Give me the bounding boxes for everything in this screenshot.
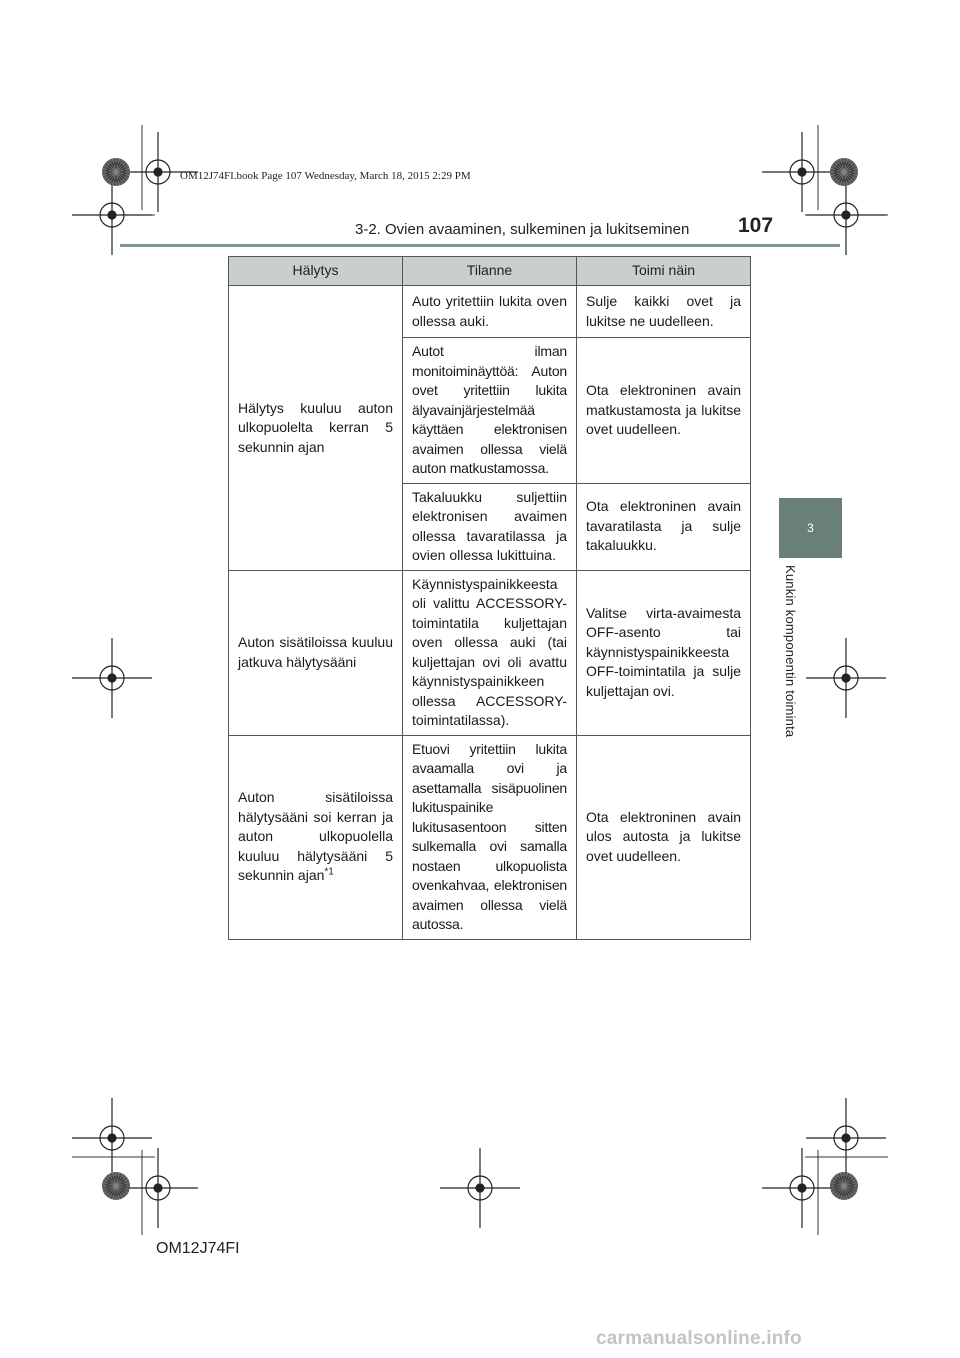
alarm-text: Auton sisätiloissa hälytysääni soi kerran ja auton ulkopuolella kuuluu hälytysääni 5 sekunnin ajan: [238, 789, 393, 884]
table-row: [229, 570, 751, 735]
situation-cell: [403, 338, 577, 484]
manual-code: OM12J74FI: [156, 1240, 240, 1257]
table-header-row: [229, 257, 751, 286]
action-text: Ota elektroninen avain tavaratilasta ja sulje takaluukku.: [586, 498, 741, 554]
footnote-marker: *1: [324, 866, 334, 878]
situation-cell: [403, 286, 577, 338]
chapter-title: Kunkin komponentin toiminta: [783, 565, 798, 738]
alarm-table: [228, 256, 751, 940]
chapter-number: 3: [807, 521, 814, 535]
website-watermark: carmanualsonline.info: [596, 1328, 802, 1349]
alarm-cell: [229, 570, 403, 735]
column-header-situation: Tilanne: [403, 257, 577, 286]
action-cell: [577, 286, 751, 338]
action-text: Sulje kaikki ovet ja lukitse ne uudelleen.: [586, 293, 741, 329]
section-title: 3-2. Ovien avaaminen, sulkeminen ja lukitseminen: [355, 221, 690, 238]
action-cell: [577, 483, 751, 570]
situation-text: Takaluukku suljettiin elektronisen avaimen ollessa tavaratilassa ja ovien ollessa lukittuina.: [412, 488, 567, 563]
situation-text: Auto yritettiin lukita oven ollessa auki.: [412, 293, 567, 329]
action-text: Ota elektroninen avain matkustamosta ja lukitse ovet uudelleen.: [586, 382, 741, 437]
column-header-alarm: Hälytys: [229, 257, 403, 286]
situation-text: Autot ilman monitoiminäyttöä: Auton ovet yritettiin lukita älyavainjärjestelmää käyttäen elektronisen avaimen ollessa vielä auton matkustamossa.: [412, 343, 567, 476]
alarm-text: Hälytys kuuluu auton ulkopuolelta kerran 5 sekunnin ajan: [238, 399, 393, 455]
situation-cell: [403, 570, 577, 735]
table-row: [229, 286, 751, 338]
header-rule: [120, 244, 840, 247]
chapter-tab: [779, 498, 842, 558]
table-row: [229, 735, 751, 939]
alarm-cell: [229, 735, 403, 939]
action-cell: [577, 735, 751, 939]
action-cell: [577, 570, 751, 735]
situation-cell: [403, 735, 577, 939]
action-text: Valitse virta-avaimesta OFF-asento tai käynnistyspainikkeesta OFF-toimintatila ja sulje kuljettajan ovi.: [586, 604, 741, 699]
situation-text: Käynnistyspainikkeesta oli valittu ACCESSORY-toimintatila kuljettajan oven ollessa auki (tai kuljettajan ovi oli avattu käynnistyspainikkeen ollessa ACCESSORY-toimintatilassa).: [412, 575, 567, 728]
alarm-text: Auton sisätiloissa kuuluu jatkuva hälytysääni: [238, 634, 393, 670]
action-text: Ota elektroninen avain ulos autosta ja lukitse ovet uudelleen.: [586, 808, 741, 864]
page-number: 107: [738, 214, 774, 237]
situation-cell: [403, 483, 577, 570]
situation-text: Etuovi yritettiin lukita avaamalla ovi ja asettamalla sisäpuolinen lukituspainike lukitusasentoon sitten sulkemalla ovi samalla nostaen ulkopuolista ovenkahvaa, elektronisen avaimen ollessa vielä autossa.: [412, 740, 567, 932]
book-stamp: OM12J74FI.book Page 107 Wednesday, March 18, 2015 2:29 PM: [180, 170, 471, 182]
column-header-action: Toimi näin: [577, 257, 751, 286]
alarm-cell: [229, 286, 403, 571]
action-cell: [577, 338, 751, 484]
